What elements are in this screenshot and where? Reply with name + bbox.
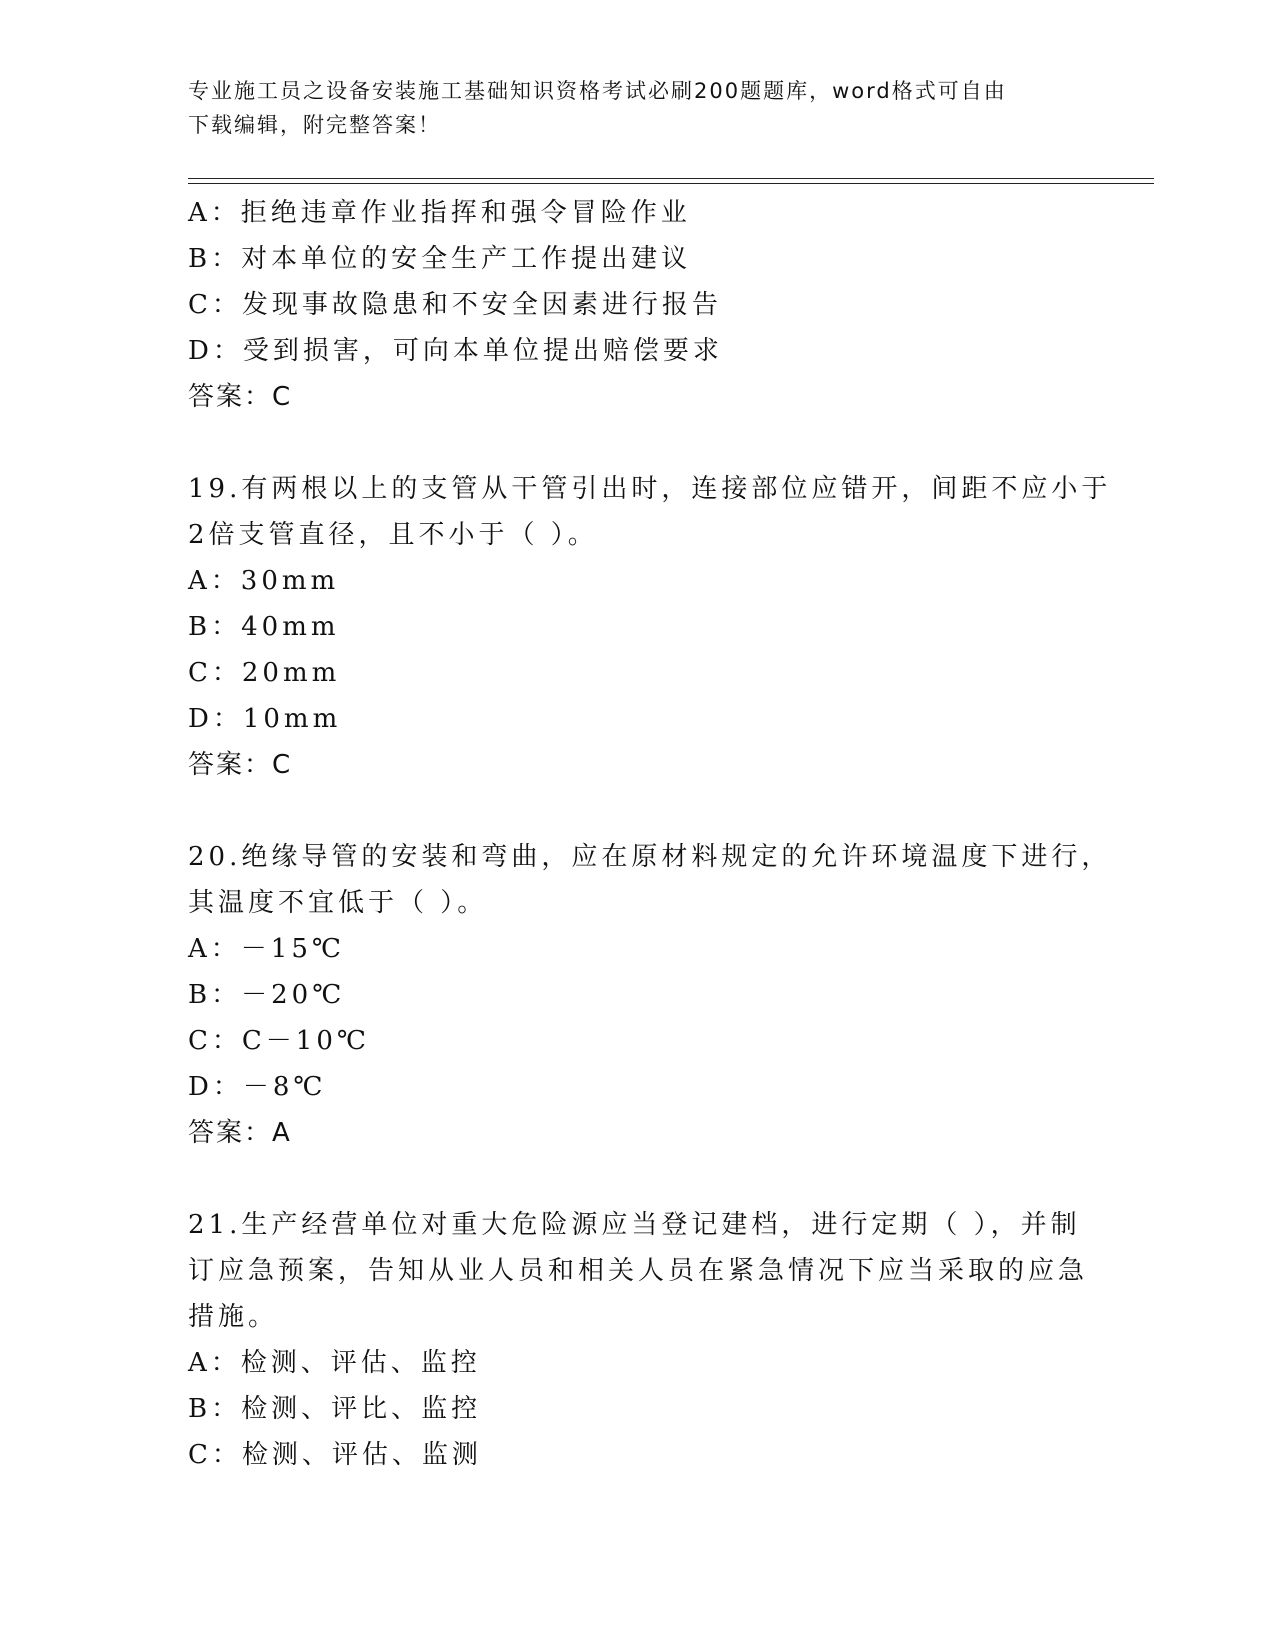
question-18-block: [188, 190, 1128, 420]
question-text-line-2: 其温度不宜低于（ ）。: [188, 888, 488, 918]
header-line-1: 专业施工员之设备安装施工基础知识资格考试必刷200题题库，word格式可自由: [188, 79, 1007, 103]
option-a: A：拒绝违章作业指挥和强令冒险作业: [188, 198, 691, 228]
option-a: A：30mm: [188, 566, 340, 596]
option-a: A：检测、评估、监控: [188, 1348, 481, 1378]
answer: 答案：C: [188, 382, 293, 412]
option-c: C：C－10℃: [188, 1026, 370, 1056]
option-d: D：10mm: [188, 704, 342, 734]
option-c: C：发现事故隐患和不安全因素进行报告: [188, 290, 722, 320]
option-d: D：－8℃: [188, 1072, 327, 1102]
option-c: C：检测、评估、监测: [188, 1440, 482, 1470]
option-a: A：－15℃: [188, 934, 345, 964]
question-19-block: [188, 466, 1128, 788]
option-b: B：检测、评比、监控: [188, 1394, 482, 1424]
question-20-block: [188, 834, 1128, 1156]
option-d: D：受到损害，可向本单位提出赔偿要求: [188, 336, 723, 366]
question-text-line-2: 订应急预案，告知从业人员和相关人员在紧急情况下应当采取的应急: [188, 1256, 1089, 1286]
question-text-line-3: 措施。: [188, 1302, 279, 1332]
question-21-block: [188, 1202, 1128, 1478]
header-line-2: 下载编辑，附完整答案！: [188, 113, 441, 137]
header-divider-bottom: [188, 183, 1154, 184]
question-text-line-1: 19.有两根以上的支管从干管引出时，连接部位应错开，间距不应小于: [188, 474, 1112, 504]
option-b: B：40mm: [188, 612, 340, 642]
spacer: [188, 1156, 1128, 1202]
question-text-line-1: 21.生产经营单位对重大危险源应当登记建档，进行定期（ ），并制: [188, 1210, 1081, 1240]
answer: 答案：A: [188, 1118, 292, 1148]
header-divider-top: [188, 178, 1154, 179]
question-text-line-1: 20.绝缘导管的安装和弯曲，应在原材料规定的允许环境温度下进行，: [188, 842, 1112, 872]
option-b: B：对本单位的安全生产工作提出建议: [188, 244, 692, 274]
question-text-line-2: 2倍支管直径，且不小于（ ）。: [188, 520, 598, 550]
document-header: [188, 74, 1088, 142]
spacer: [188, 420, 1128, 466]
answer: 答案：C: [188, 750, 293, 780]
spacer: [188, 788, 1128, 834]
option-b: B：－20℃: [188, 980, 346, 1010]
document-body: [188, 190, 1128, 1478]
option-c: C：20mm: [188, 658, 341, 688]
